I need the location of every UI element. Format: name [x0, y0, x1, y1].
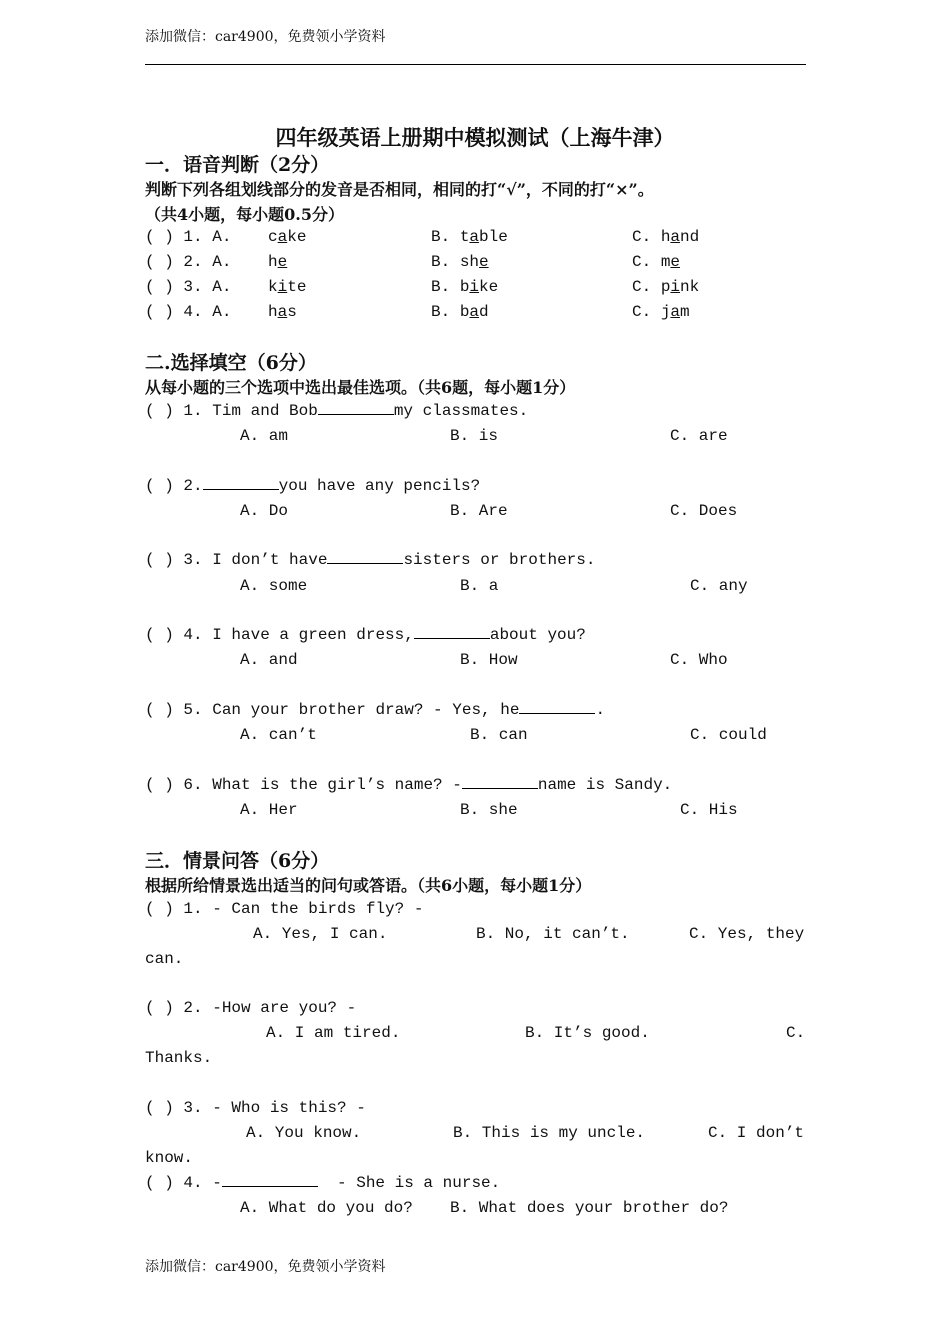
item-number: ( ) 3. A.: [145, 278, 232, 296]
option-a: A. Her: [240, 801, 298, 819]
item-number: ( ) 4. A.: [145, 303, 232, 321]
option-b: B. table: [431, 228, 508, 246]
option-b: B. No, it can’t.: [476, 925, 630, 943]
option-a: A. I am tired.: [266, 1024, 401, 1042]
option-a: A. Do: [240, 502, 289, 520]
option-b: B. she: [460, 801, 518, 819]
option-b: B. bad: [431, 303, 489, 321]
question-text: ( ) 2. -How are you? -: [145, 999, 357, 1017]
header-text: 添加微信：car4900，免费领小学资料: [145, 29, 386, 45]
option-c-continued: can.: [145, 950, 184, 968]
item-number: ( ) 2. A.: [145, 253, 232, 271]
option-b: B. Are: [450, 502, 508, 520]
option-a: cake: [268, 228, 307, 246]
option-c: C. could: [690, 726, 767, 744]
section2-instruction: 从每小题的三个选项中选出最佳选项。（共6题，每小题1分）: [145, 378, 576, 397]
option-a: A. some: [240, 577, 308, 595]
option-b: B. she: [431, 253, 489, 271]
option-c: C. are: [670, 427, 728, 445]
question-text: ( ) 5. Can your brother draw? - Yes, he .: [145, 701, 606, 719]
option-a: kite: [268, 278, 307, 296]
option-a: he: [268, 253, 288, 271]
option-c: C. pink: [632, 278, 700, 296]
option-b: B. How: [460, 651, 518, 669]
option-b: B. It’s good.: [525, 1024, 650, 1042]
section1-instruction: 判断下列各组划线部分的发音是否相同，相同的打“√”，不同的打“×”。: [145, 180, 654, 199]
option-c: C. I don’t: [708, 1124, 805, 1142]
option-b: B. bike: [431, 278, 499, 296]
option-c: C. His: [680, 801, 738, 819]
section3-heading: 三．情景问答（6分）: [145, 850, 330, 872]
option-c-continued: Thanks.: [145, 1049, 213, 1067]
footer-text: 添加微信：car4900，免费领小学资料: [145, 1259, 386, 1275]
header-rule: [145, 64, 806, 65]
option-c: C. Yes, they: [689, 925, 805, 943]
section3-instruction: 根据所给情景选出适当的问句或答语。（共6小题，每小题1分）: [145, 876, 592, 895]
option-c-continued: know.: [145, 1149, 194, 1167]
question-text: ( ) 3. - Who is this? -: [145, 1099, 366, 1117]
option-a: A. What do you do?: [240, 1199, 413, 1217]
section1-instruction-note: （共4小题，每小题0.5分）: [145, 205, 344, 224]
section2-heading: 二.选择填空（6分）: [145, 352, 317, 374]
page-title: 四年级英语上册期中模拟测试（上海牛津）: [275, 125, 675, 150]
option-a: has: [268, 303, 297, 321]
option-c: C. jam: [632, 303, 690, 321]
option-b: B. is: [450, 427, 499, 445]
option-b: B. a: [460, 577, 499, 595]
option-a: A. You know.: [246, 1124, 362, 1142]
option-c: C. me: [632, 253, 681, 271]
question-text: ( ) 4. - - She is a nurse.: [145, 1174, 501, 1192]
question-text: ( ) 2. you have any pencils?: [145, 477, 481, 495]
option-a: A. and: [240, 651, 298, 669]
question-text: ( ) 1. Tim and Bob my classmates.: [145, 402, 529, 420]
option-b: B. What does your brother do?: [450, 1199, 729, 1217]
item-number: ( ) 1. A.: [145, 228, 232, 246]
option-a: A. am: [240, 427, 289, 445]
section1-heading: 一．语音判断（2分）: [145, 154, 330, 176]
option-c: C.: [786, 1024, 806, 1042]
option-c: C. hand: [632, 228, 700, 246]
question-text: ( ) 1. - Can the birds fly? -: [145, 900, 424, 918]
question-text: ( ) 6. What is the girl’s name? - name is Sandy.: [145, 776, 673, 794]
option-b: B. This is my uncle.: [453, 1124, 646, 1142]
option-c: C. Who: [670, 651, 728, 669]
option-b: B. can: [470, 726, 528, 744]
question-text: ( ) 3. I don’t have sisters or brothers.: [145, 551, 596, 569]
option-a: A. Yes, I can.: [253, 925, 388, 943]
option-a: A. can’t: [240, 726, 317, 744]
option-c: C. any: [690, 577, 748, 595]
option-c: C. Does: [670, 502, 738, 520]
question-text: ( ) 4. I have a green dress, about you?: [145, 626, 586, 644]
